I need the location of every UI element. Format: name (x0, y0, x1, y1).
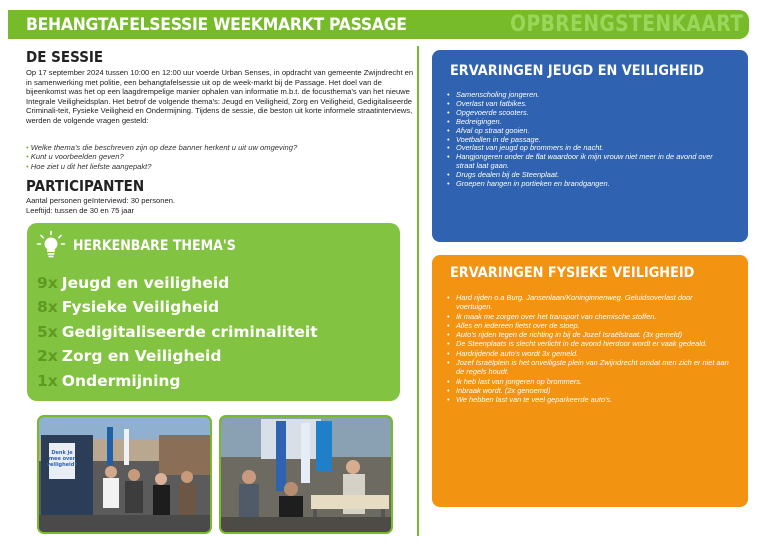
list-item: • Voetballen in de passage. (446, 136, 722, 145)
question-item: • Kunt u voorbeelden geven? (26, 152, 414, 161)
photo-market-stand (37, 415, 212, 534)
photo-behangtafel (219, 415, 393, 534)
theme-count: 1x (37, 371, 58, 390)
section-title-participanten: PARTICIPANTEN (26, 177, 145, 195)
theme-label: Fysieke Veiligheid (61, 298, 220, 317)
list-item: • Alles en iedereen fietst over de stoep. (446, 321, 731, 330)
question-item: • Welke thema's die beschreven zijn op deze banner herkent u uit uw omgeving? (26, 143, 414, 152)
title-bar (8, 10, 749, 39)
list-item: • Ik heb last van jongeren op brommers. (446, 377, 731, 386)
list-item: • Bedreigingen. (446, 118, 722, 127)
list-item: • Hardrijdende auto's wordt 3x gemeld. (446, 349, 731, 358)
sign-text-line1: Denk je (51, 450, 73, 456)
list-item: • Overlast van fatbikes. (446, 100, 722, 109)
list-item: • Jozef Israëlplein is het onveiligste plein van Zwijndrecht omdat men zich er niet aan de regels houdt. (446, 358, 731, 377)
divider-line (417, 46, 419, 536)
list-item: • We hebben last van te veel geparkeerde auto's. (446, 395, 731, 404)
lightbulb-icon (36, 230, 66, 260)
sign-text-line3: veiligheid? (46, 462, 78, 468)
theme-item (37, 271, 318, 295)
youth-safety-card (432, 50, 748, 242)
list-item: • Hangjongeren onder de flat waardoor ik mijn vrouw niet meer in de avond over straat laat gaan. (446, 153, 722, 171)
list-item: • Afval op straat gooien. (446, 127, 722, 136)
list-item: • Drugs dealen bij de Steenplaat. (446, 171, 722, 180)
theme-list (37, 271, 318, 393)
list-item: • Overlast van jeugd op brommers in de nacht. (446, 144, 722, 153)
page-subtitle: OPBRENGSTENKAART (509, 12, 743, 37)
participanten-count: Aantal personen geïnterviewd: 30 personen. (26, 196, 176, 205)
theme-label: Gedigitaliseerde criminaliteit (61, 322, 318, 341)
theme-item (37, 320, 318, 344)
theme-item (37, 369, 318, 393)
list-item: • Inbraak wordt. (2x genoemd) (446, 386, 731, 395)
physical-safety-list (446, 293, 731, 405)
theme-label: Jeugd en veiligheid (61, 274, 230, 292)
question-list (26, 143, 414, 171)
question-item: • Hoe ziet u dit het liefste aangepakt? (26, 162, 414, 171)
themes-title: HERKENBARE THEMA'S (73, 238, 236, 254)
sessie-intro: Op 17 september 2024 tussen 10:00 en 12:00 uur voerde Urban Senses, in opdracht van gemeente Zwijndrecht en in samenwerking met politie, een behangtafelsessie uit op de week-markt bij de Passage. Het doel van de bijeenkomst was het op een laagdrempelige manier ophalen van informatie m.b.t. de focusthema's van het nieuwe Integrale Veiligheidsplan. Het betrof de volgende thema's: Jeugd en Veiligheid, Zorg en Veiligheid, Gedigitaliseerde Criminali-teit, Fysieke Veiligheid en Ondermijning. Tijdens de sessie, die beston uit korte informele straatinterviews, werden de volgende vragen gesteld: (26, 68, 414, 125)
youth-safety-title: ERVARINGEN JEUGD EN VEILIGHEID (450, 63, 704, 79)
theme-label: Ondermijning (61, 371, 181, 390)
table-photo-illustration (221, 417, 391, 532)
list-item: • Samenscholing jongeren. (446, 91, 722, 100)
theme-label: Zorg en Veiligheid (61, 347, 222, 366)
market-photo-illustration (39, 417, 210, 532)
list-item: • Auto's rijden tegen de richting in bij de Jozef Israëlstraat. (3x gemeld) (446, 330, 731, 339)
themes-card (27, 223, 400, 401)
theme-count: 9x (37, 274, 58, 292)
list-item: • Ik maak me zorgen over het transport van chemische stoffen. (446, 312, 731, 321)
theme-count: 5x (37, 322, 58, 341)
theme-item (37, 344, 318, 368)
participanten-age: Leeftijd: tussen de 30 en 75 jaar (26, 206, 135, 215)
physical-safety-card (432, 255, 748, 507)
theme-count: 8x (37, 298, 58, 317)
theme-item (37, 295, 318, 319)
youth-safety-list (446, 91, 722, 189)
list-item: • Opgevoerde scooters. (446, 109, 722, 118)
list-item: • Hard rijden o.a Burg. Jansenlaan/Koninginnenweg. Geluidsoverlast door voertuigen. (446, 293, 731, 312)
sign-text-line2: mee over (48, 456, 76, 462)
theme-count: 2x (37, 347, 58, 366)
list-item: • Groepen hangen in portieken en brandgangen. (446, 180, 722, 189)
physical-safety-title: ERVARINGEN FYSIEKE VEILIGHEID (450, 265, 695, 281)
page-title: BEHANGTAFELSESSIE WEEKMARKT PASSAGE (26, 15, 407, 35)
list-item: • De Steenplaats is slecht verlicht in de avond hierdoor wordt er vaak gedeald. (446, 339, 731, 348)
section-title-sessie: DE SESSIE (26, 48, 104, 66)
